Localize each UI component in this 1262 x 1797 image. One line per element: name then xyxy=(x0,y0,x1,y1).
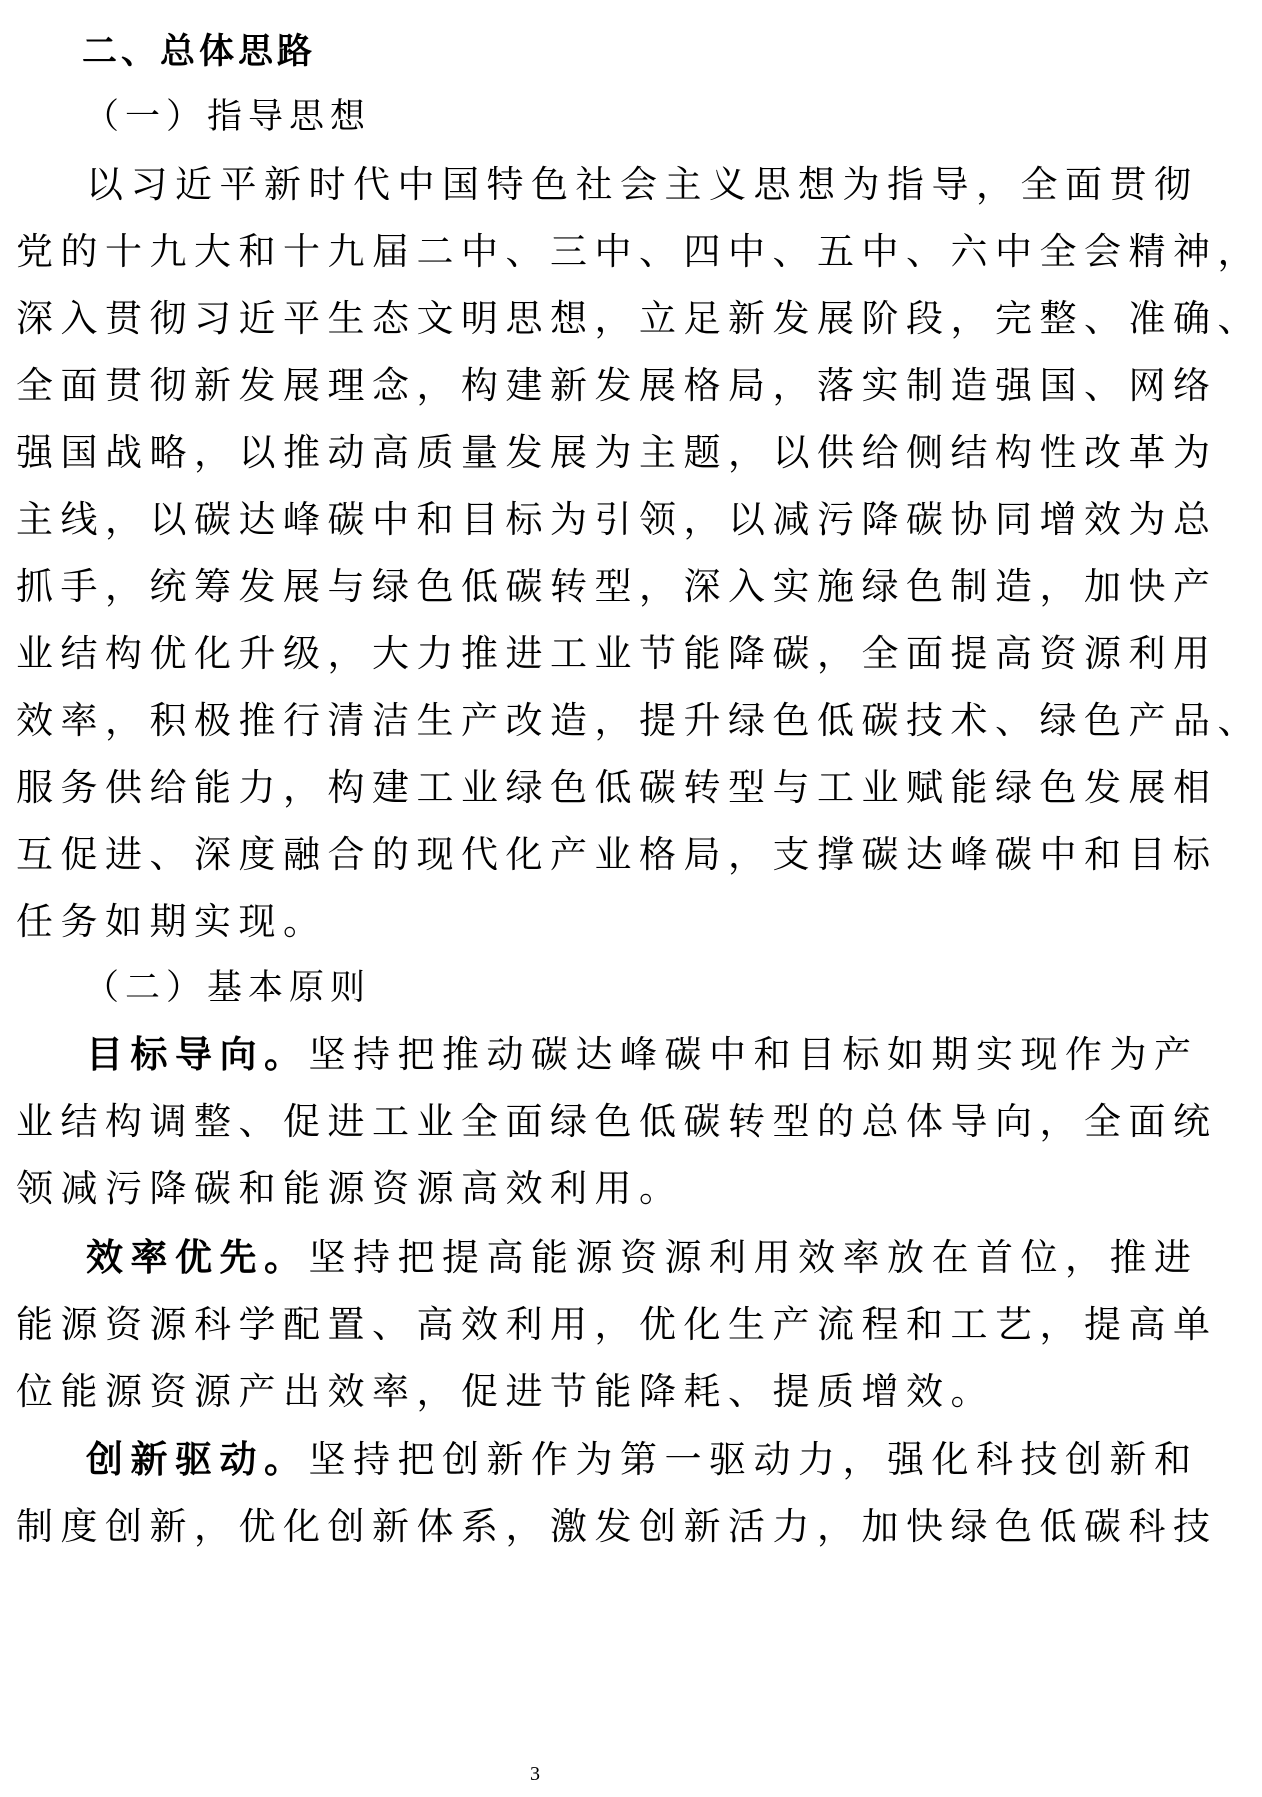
paragraph-line: 制度创新，优化创新体系，激发创新活力，加快绿色低碳科技 xyxy=(16,1505,1218,1548)
principle-title: 效率优先。 xyxy=(86,1236,309,1279)
paragraph-line xyxy=(86,1033,1199,1077)
principle-text: 坚持把推动碳达峰碳中和目标如期实现作为产 xyxy=(308,1033,1199,1076)
page-number: 3 xyxy=(530,1763,540,1785)
section-heading: 二、总体思路 xyxy=(82,32,317,72)
paragraph-line: 全面贯彻新发展理念，构建新发展格局，落实制造强国、网络 xyxy=(16,364,1218,407)
paragraph-line: 深入贯彻习近平生态文明思想，立足新发展阶段，完整、准确、 xyxy=(16,297,1262,340)
principle-text: 坚持把提高能源资源利用效率放在首位，推进 xyxy=(308,1236,1199,1279)
paragraph-line: 党的十九大和十九届二中、三中、四中、五中、六中全会精神， xyxy=(16,230,1262,273)
paragraph-line: 服务供给能力，构建工业绿色低碳转型与工业赋能绿色发展相 xyxy=(16,766,1218,809)
paragraph-line: 任务如期实现。 xyxy=(16,900,328,943)
subheading-guiding-thought: （一）指导思想 xyxy=(84,97,372,137)
paragraph-line: 业结构优化升级，大力推进工业节能降碳，全面提高资源利用 xyxy=(16,632,1218,675)
paragraph-line: 互促进、深度融合的现代化产业格局，支撑碳达峰碳中和目标 xyxy=(16,833,1218,876)
principle-title: 创新驱动。 xyxy=(86,1438,309,1481)
paragraph-line: 抓手，统筹发展与绿色低碳转型，深入实施绿色制造，加快产 xyxy=(16,565,1218,608)
paragraph-line xyxy=(86,1438,1199,1482)
paragraph-line: 领减污降碳和能源资源高效利用。 xyxy=(16,1167,684,1210)
paragraph-line: 位能源资源产出效率，促进节能降耗、提质增效。 xyxy=(16,1370,995,1413)
principle-text: 坚持把创新作为第一驱动力，强化科技创新和 xyxy=(308,1438,1199,1481)
subheading-basic-principles: （二）基本原则 xyxy=(84,968,372,1008)
principle-title: 目标导向。 xyxy=(86,1033,309,1076)
paragraph-line: 能源资源科学配置、高效利用，优化生产流程和工艺，提高单 xyxy=(16,1303,1218,1346)
paragraph-line: 以习近平新时代中国特色社会主义思想为指导，全面贯彻 xyxy=(86,163,1199,206)
paragraph-line xyxy=(86,1236,1199,1280)
paragraph-line: 强国战略，以推动高质量发展为主题，以供给侧结构性改革为 xyxy=(16,431,1218,474)
paragraph-line: 主线，以碳达峰碳中和目标为引领，以减污降碳协同增效为总 xyxy=(16,498,1218,541)
paragraph-line: 效率，积极推行清洁生产改造，提升绿色低碳技术、绿色产品、 xyxy=(16,699,1262,742)
paragraph-line: 业结构调整、促进工业全面绿色低碳转型的总体导向，全面统 xyxy=(16,1100,1218,1143)
